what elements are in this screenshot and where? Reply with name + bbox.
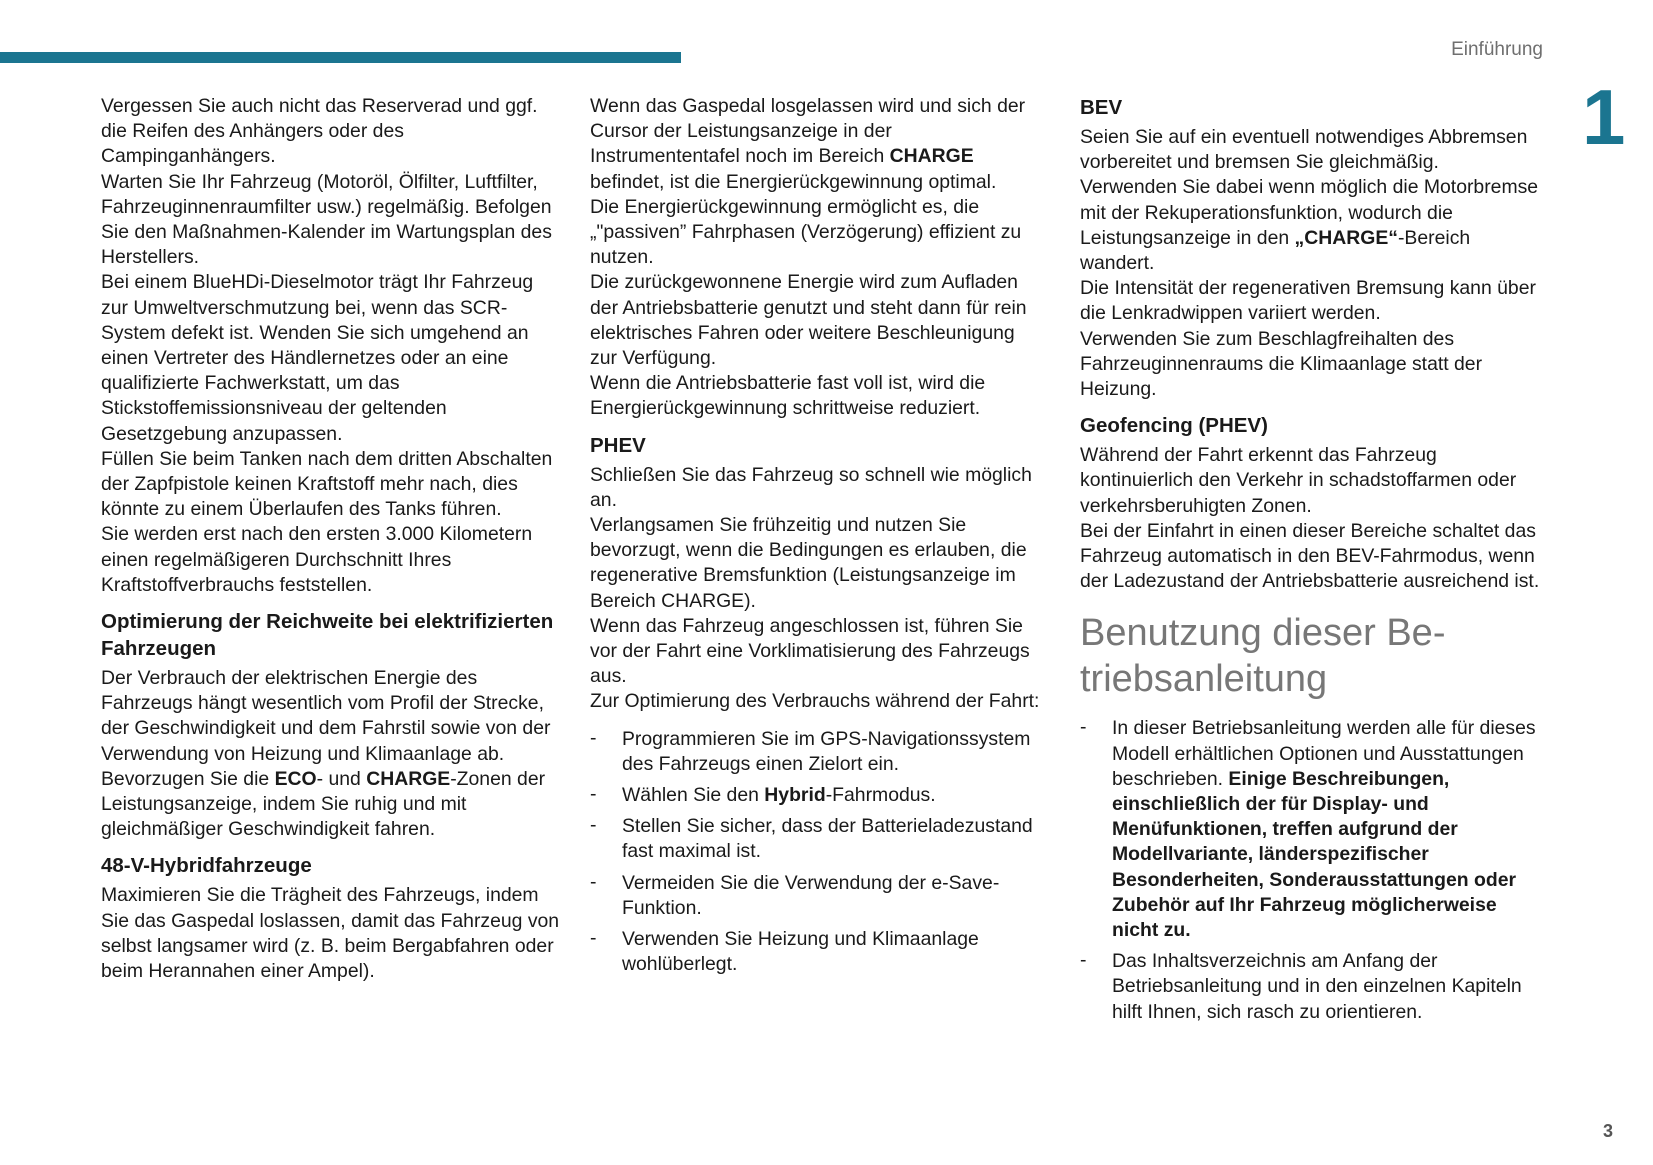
paragraph: Verwenden Sie zum Beschlagfreihalten des Fahrzeuginnenraums die Klimaanlage statt der Heizung. <box>1080 327 1483 401</box>
manual-usage-list <box>1080 716 1540 1024</box>
section-heading-phev: PHEV <box>590 433 646 457</box>
paragraph <box>101 767 561 843</box>
charge-label: „CHARGE“ <box>1294 226 1398 249</box>
section-heading-geofencing: Geofencing (PHEV) <box>1080 414 1268 438</box>
section-title-benutzung: Benutzung dieser Betriebsanleitung <box>1080 612 1446 701</box>
text-run: Wählen Sie den <box>622 784 765 807</box>
paragraph: Die Intensität der regenerativen Bremsung kann über die Lenkradwippen variiert werden. <box>1080 277 1536 325</box>
paragraph <box>590 94 1040 195</box>
chapter-title: Einführung <box>1451 39 1543 60</box>
list-item <box>1080 716 1540 943</box>
eco-label: ECO <box>274 767 317 790</box>
list-item: - Programmieren Sie im GPS-Navigationssystem des Fahrzeugs einen Zielort ein. <box>590 727 1040 777</box>
paragraph: Maximieren Sie die Trägheit des Fahrzeugs, indem Sie das Gaspedal loslassen, damit das Fahrzeug von selbst langsamer wird (z. B. beim Bergabfahren oder beim Herannahen einer Ampel). <box>101 884 560 983</box>
list-item <box>590 783 1040 808</box>
paragraph: Bei einem BlueHDi-Dieselmotor trägt Ihr Fahrzeug zur Umweltverschmutzung bei, wenn das SCR-System defekt ist. Wenden Sie sich umgehend an einen Vertreter des Händlernetzes oder an eine qualifizierte Fachwerkstatt, um das Stickstoffemissionsniveau der geltenden Gesetzgebung anzupassen. <box>101 271 534 445</box>
charge-label: CHARGE <box>366 767 451 790</box>
paragraph: Vergessen Sie auch nicht das Reserverad und ggf. die Reifen des Anhängers oder des Campinganhängers. <box>101 95 538 168</box>
paragraph: Schließen Sie das Fahrzeug so schnell wie möglich an. <box>590 463 1032 511</box>
text-run: In dieser Betriebsanleitung werden alle für dieses Modell erhältlichen Optionen und Ausstattungen beschrieben. <box>1112 717 1536 790</box>
page-number: 3 <box>1602 1121 1613 1141</box>
section-heading-optimierung: Optimierung der Reichweite bei elektrifizierten Fahrzeugen <box>101 610 554 661</box>
list-item: - Das Inhaltsverzeichnis am Anfang der Betriebsanleitung und in den einzelnen Kapiteln hilft Ihnen, sich rasch zu orientieren. <box>1080 949 1540 1025</box>
paragraph: Verlangsamen Sie frühzeitig und nutzen Sie bevorzugt, wenn die Bedingungen es erlauben, die regenerative Bremsfunktion (Leistungsanzeige im Bereich CHARGE). <box>590 514 1027 612</box>
paragraph: Der Verbrauch der elektrischen Energie des Fahrzeugs hängt wesentlich vom Profil der Strecke, der Geschwindigkeit und dem Fahrstil sowie von der Verwendung von Heizung und Klimaanlage ab. <box>101 667 551 765</box>
column-left <box>101 94 561 984</box>
paragraph <box>1080 125 1540 276</box>
list-item: - Verwenden Sie Heizung und Klimaanlage wohlüberlegt. <box>590 927 1040 977</box>
list-item: - Stellen Sie sicher, dass der Batterieladezustand fast maximal ist. <box>590 814 1040 864</box>
section-heading-48v: 48-V-Hybridfahrzeuge <box>101 854 312 878</box>
paragraph: Die zurückgewonnene Energie wird zum Aufladen der Antriebsbatterie genutzt und steht dann für rein elektrisches Fahren oder weitere Beschleunigung zur Verfügung. <box>590 271 1027 370</box>
paragraph: Wenn die Antriebsbatterie fast voll ist, wird die Energierückgewinnung schrittweise reduziert. <box>590 372 986 420</box>
paragraph: Wenn das Fahrzeug angeschlossen ist, führen Sie vor der Fahrt eine Vorklimatisierung des Fahrzeugs aus. <box>590 614 1030 688</box>
paragraph: Die Energierückgewinnung ermöglicht es, die „"passiven” Fahrphasen (Verzögerung) effizient zu nutzen. <box>590 195 1022 269</box>
chapter-number: 1 <box>1582 73 1626 161</box>
paragraph: Zur Optimierung des Verbrauchs während der Fahrt: <box>590 690 1040 713</box>
text-run: Wenn das Gaspedal losgelassen wird und sich der Cursor der Leistungsanzeige in der Instrumententafel noch im Bereich <box>590 95 1026 168</box>
text-run: Seien Sie auf ein eventuell notwendiges Abbremsen vorbereitet und bremsen Sie gleichmäßig. Verwenden Sie dabei wenn möglich die Motorbremse mit der Rekuperationsfunktion, wodurch die Leistungsanzeige in den <box>1080 126 1539 249</box>
paragraph: Während der Fahrt erkennt das Fahrzeug kontinuierlich den Verkehr in schadstoffarmen oder verkehrsberuhigten Zonen. <box>1080 444 1517 517</box>
list-item: - Vermeiden Sie die Verwendung der e-Save-Funktion. <box>590 871 1040 921</box>
text-run: -Zonen der Leistungsanzeige, indem Sie ruhig und mit gleichmäßiger Geschwindigkeit fahren. <box>101 767 546 841</box>
section-heading-bev: BEV <box>1080 96 1123 119</box>
paragraph: Sie werden erst nach den ersten 3.000 Kilometern einen regelmäßigeren Durchschnitt Ihres Kraftstoffverbrauchs feststellen. <box>101 523 533 596</box>
text-run: Bevorzugen Sie die <box>101 767 275 790</box>
tips-list <box>590 727 1040 978</box>
text-run: -Bereich wandert. <box>1080 226 1471 275</box>
text-run: -Fahrmodus. <box>825 784 936 807</box>
header-accent-bar <box>0 52 681 63</box>
text-run-bold: Einige Beschreibungen, einschließlich der für Display- und Menüfunktionen, treffen aufgrund der Modellvariante, länderspezifischer Besonderheiten, Sonderausstattungen oder Zubehör auf Ihr Fahrzeug möglicherweise nicht zu. <box>1112 767 1517 942</box>
paragraph: Füllen Sie beim Tanken nach dem dritten Abschalten der Zapfpistole keinen Kraftstoff mehr nach, dies könnte zu einem Überlaufen des Tanks führen. <box>101 447 553 521</box>
hybrid-label: Hybrid <box>764 784 826 807</box>
paragraph: Bei der Einfahrt in einen dieser Bereiche schaltet das Fahrzeug automatisch in den BEV-Fahrmodus, wenn der Ladezustand der Antriebsbatterie ausreichend ist. <box>1080 519 1540 593</box>
paragraph: Warten Sie Ihr Fahrzeug (Motoröl, Ölfilter, Luftfilter, Fahrzeuginnenraumfilter usw.) regelmäßig. Befolgen Sie den Maßnahmen-Kalender im Wartungsplan des Herstellers. <box>101 170 552 269</box>
text-run: befindet, ist die Energierückgewinnung optimal. <box>590 170 997 193</box>
column-right <box>1080 94 1540 1031</box>
charge-label: CHARGE <box>889 145 974 168</box>
column-middle <box>590 94 1040 984</box>
text-run: - und <box>316 767 367 790</box>
